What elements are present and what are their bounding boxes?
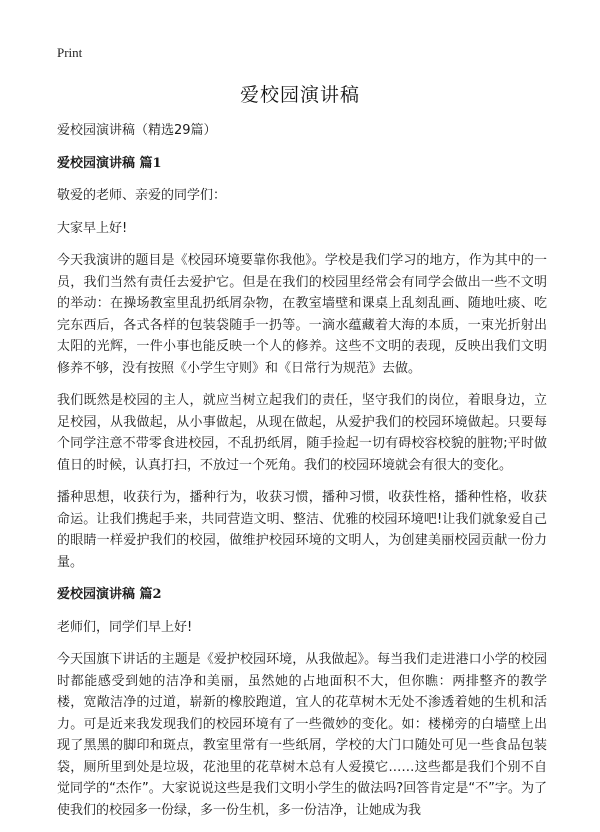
paragraph: 我们既然是校园的主人，就应当树立起我们的责任，坚守我们的岗位，着眼身边，立足校园，从我做起，从小事做起，从现在做起，从爱护我们的校园环境做起。只要每个同学注意不带零食进校园，不乱扔纸屑，随手捡起一切有碍校容校貌的脏物;平时做值日的时候，认真打扫，不放过一个死角。我们的校园环境就会有很大的变化。 <box>57 393 547 473</box>
page-title: 爱校园演讲稿 <box>239 84 360 106</box>
section-heading-2: 爱校园演讲稿 篇2 <box>57 587 162 602</box>
print-label[interactable]: Print <box>57 45 83 60</box>
paragraph: 老师们，同学们早上好! <box>57 619 193 635</box>
section-heading-1: 爱校园演讲稿 篇1 <box>57 155 162 171</box>
paragraph: 播种思想，收获行为，播种行为，收获习惯，播种习惯，收获性格，播种性格，收获命运。让我们携起手来，共同营造文明、整洁、优雅的校园环境吧!让我们就象爱自己的眼睛一样爱护我们的校园，做维护校园环境的文明人，为创建美丽校园贡献一份力量。 <box>57 490 547 570</box>
paragraph: 今天我演讲的题目是《校园环境要靠你我他》。学校是我们学习的地方，作为其中的一员，我们当然有责任去爱护它。但是在我们的校园里经常会有同学会做出一些不文明的举动：在操场教室里乱扔纸屑杂物，在教室墙壁和课桌上乱刻乱画、随地吐痰、吃完东西后，各式各样的包装袋随手一扔等。一滴水蕴藏着大海的本质，一束光折射出太阳的光辉，一件小事也能反映一个人的修养。这些不文明的表现，反映出我们文明修养不够，没有按照《小学生守则》和《日常行为规范》去做。 <box>57 253 547 376</box>
document-body <box>57 120 547 832</box>
document-subtitle: 爱校园演讲稿（精选29篇） <box>57 123 217 138</box>
paragraph: 敬爱的老师、亲爱的同学们： <box>57 188 227 203</box>
paragraph: 大家早上好! <box>57 220 128 236</box>
paragraph: 今天国旗下讲话的主题是《爱护校园环境，从我做起》。每当我们走进港口小学的校园时都能感受到她的洁净和美丽，虽然她的占地面积不大，但你瞧：两排整齐的教学楼，宽敞洁净的过道，崭新的橡胶跑道，宜人的花草树木无处不渗透着她的生机和活力。可是近来我发现我们的校园环境有了一些微妙的变化。如：楼梯旁的白墙壁上出现了黑黑的脚印和斑点，教室里常有一些纸屑，学校的大门口随处可见一些食品包装袋，厕所里到处是垃圾，花池里的花草树木总有人爱摸它……这些都是我们个别不自觉同学的“杰作”。大家说说这些是我们文明小学生的做法吗?回答肯定是“不”字。为了使我们的校园多一份绿，多一份生机，多一份洁净，让她成为我 <box>57 652 547 818</box>
